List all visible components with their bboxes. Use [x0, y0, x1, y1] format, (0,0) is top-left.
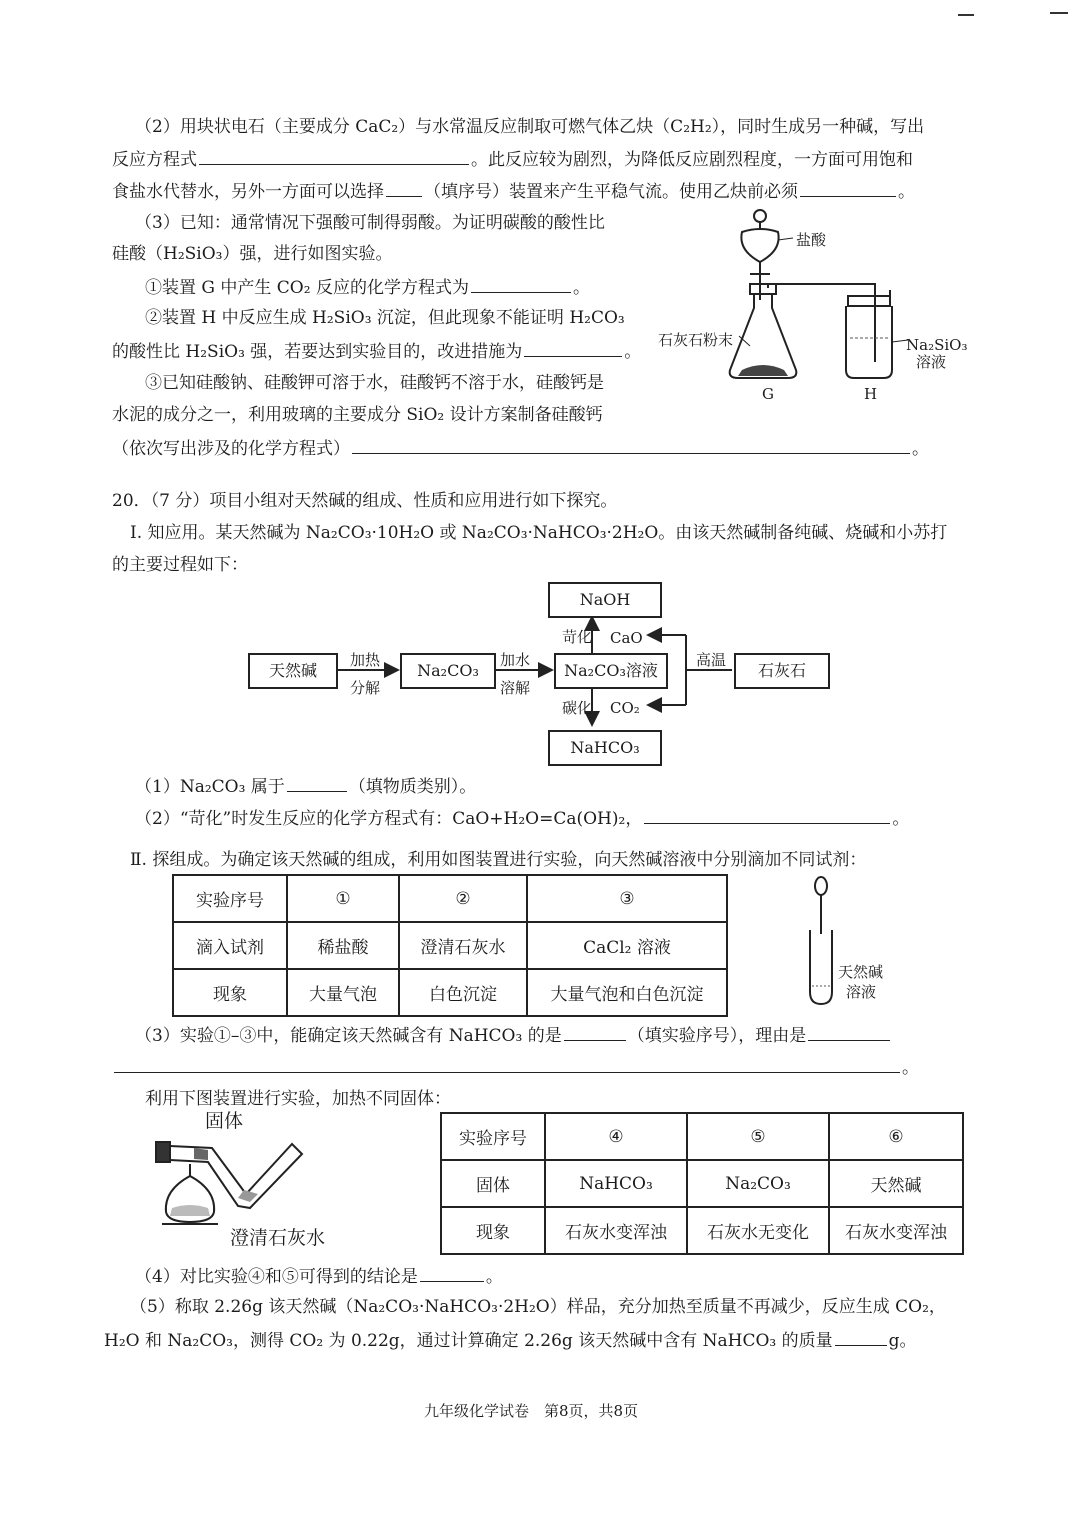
- q19-p2-line2-a: 反应方程式: [112, 150, 197, 170]
- answer-blank-precaution[interactable]: [800, 178, 896, 197]
- flow-box-na2co3-solution: Na₂CO₃溶液: [554, 653, 668, 689]
- table1-cell: 稀盐酸: [287, 922, 399, 969]
- q19-p2-line2: [112, 146, 913, 172]
- table1-cell: 澄清石灰水: [399, 922, 527, 969]
- heat-label-limewater: 澄清石灰水: [230, 1227, 326, 1249]
- q20-q1: [135, 773, 476, 799]
- table1-cell: ①: [287, 875, 399, 922]
- q20-q4-a: （4）对比实验④和⑤可得到的结论是: [135, 1267, 418, 1287]
- heat-label-solid: 固体: [205, 1110, 244, 1132]
- test-tube-dropper-diagram: [796, 872, 846, 1012]
- apparatus-label-powder: 石灰石粉末: [658, 331, 734, 349]
- table2-cell: ⑥: [829, 1113, 963, 1160]
- q20-q2-a: （2）“苛化”时发生反应的化学方程式有：CaO+H₂O=Ca(OH)₂，: [135, 809, 643, 829]
- table1-cell: 大量气泡和白色沉淀: [527, 969, 727, 1016]
- answer-blank-improvement[interactable]: [524, 338, 622, 357]
- page-footer: 九年级化学试卷 第8页，共8页: [424, 1402, 639, 1420]
- q20-q3-a: （3）实验①–③中，能确定该天然碱含有 NaHCO₃ 的是: [135, 1026, 562, 1046]
- flow-label-heat: 加热: [350, 651, 381, 669]
- table2-cell: 石灰水无变化: [687, 1207, 829, 1254]
- table2-cell: NaHCO₃: [545, 1160, 687, 1207]
- flow-box-limestone: 石灰石: [734, 653, 830, 689]
- q20-q2-b: 。: [892, 809, 910, 829]
- q19-p2-line3-b: （填序号）装置来产生平稳气流。使用乙炔前必须: [424, 182, 798, 202]
- corner-mark-2: [1050, 12, 1068, 14]
- apparatus-label-solution-2: 溶液: [916, 353, 947, 371]
- q19-p3-item3-d: 。: [912, 439, 929, 459]
- q19-p2-line2-b: 。此反应较为剧烈，为降低反应剧烈程度，一方面可用饱和: [471, 150, 913, 170]
- table2-cell: ④: [545, 1113, 687, 1160]
- answer-blank-reason-1[interactable]: [808, 1022, 890, 1041]
- table1-cell: 滴入试剂: [173, 922, 287, 969]
- table2-cell: 现象: [441, 1207, 545, 1254]
- table2-cell: ⑤: [687, 1113, 829, 1160]
- flow-label-causticize: 苛化: [562, 628, 593, 646]
- answer-blank-mass[interactable]: [835, 1327, 887, 1346]
- flow-label-co2: CO₂: [610, 699, 640, 717]
- flow-box-naoh: NaOH: [548, 582, 662, 618]
- table1-cell: 白色沉淀: [399, 969, 527, 1016]
- table1-cell: 实验序号: [173, 875, 287, 922]
- table1-cell: 现象: [173, 969, 287, 1016]
- table2-cell: 天然碱: [829, 1160, 963, 1207]
- table2-cell: 石灰水变浑浊: [829, 1207, 963, 1254]
- answer-blank-device[interactable]: [386, 178, 422, 197]
- apparatus-label-acid: 盐酸: [796, 231, 827, 249]
- answer-blank-causticize-equation[interactable]: [644, 805, 890, 824]
- q20-q3: [135, 1022, 892, 1048]
- q20-part1-line2: 的主要过程如下：: [112, 555, 248, 575]
- answer-blank-category[interactable]: [287, 773, 347, 792]
- heating-apparatus-diagram: [150, 1128, 310, 1238]
- flow-label-cao: CaO: [610, 629, 643, 647]
- table1-cell: ②: [399, 875, 527, 922]
- corner-mark-1: [958, 14, 974, 16]
- answer-blank-g-equation[interactable]: [471, 274, 571, 293]
- flow-label-add-water: 加水: [500, 651, 531, 669]
- q19-p3-item2-b: 的酸性比 H₂SiO₃ 强，若要达到实验目的，改进措施为: [112, 342, 523, 362]
- table2-cell: Na₂CO₃: [687, 1160, 829, 1207]
- q20-q3-c: 。: [902, 1058, 919, 1078]
- table1-cell: CaCl₂ 溶液: [527, 922, 727, 969]
- apparatus-label-g: G: [762, 385, 774, 403]
- q20-title: 20．（7 分）项目小组对天然碱的组成、性质和应用进行如下探究。: [112, 491, 618, 511]
- table2-cell: 石灰水变浑浊: [545, 1207, 687, 1254]
- q19-p3-item2-c: 。: [624, 342, 642, 362]
- q20-q4-b: 。: [485, 1267, 503, 1287]
- q19-p2-line3-c: 。: [898, 182, 915, 202]
- tube-label-1: 天然碱: [838, 963, 884, 981]
- q19-p3-item3-c: （依次写出涉及的化学方程式）: [112, 439, 350, 459]
- apparatus-label-solution-1: Na₂SiO₃: [906, 336, 968, 354]
- q20-part2-line: Ⅱ. 探组成。为确定该天然碱的组成，利用如图装置进行实验，向天然碱溶液中分别滴加不同试剂：: [130, 850, 867, 870]
- q19-p3-item3-b: 水泥的成分之一，利用玻璃的主要成分 SiO₂ 设计方案制备硅酸钙: [112, 405, 603, 425]
- flow-box-natural-alkali: 天然碱: [248, 653, 338, 689]
- flow-label-high-temp: 高温: [696, 651, 727, 669]
- flow-box-nahco3: NaHCO₃: [548, 730, 662, 766]
- answer-blank-equation[interactable]: [199, 146, 469, 165]
- q19-p2-line1: （2）用块状电石（主要成分 CaC₂）与水常温反应制取可燃气体乙炔（C₂H₂），同时生成另一种碱，写出: [135, 117, 925, 137]
- q20-q3-b: （填实验序号），理由是: [627, 1026, 807, 1046]
- q19-p3-item1: [145, 274, 590, 300]
- table2-cell: 实验序号: [441, 1113, 545, 1160]
- table-experiments-2: [440, 1112, 964, 1255]
- q19-p3-item2: [112, 338, 641, 364]
- q20-q5-line2-a: H₂O 和 Na₂CO₃，测得 CO₂ 为 0.22g，通过计算确定 2.26g 该天然碱中含有 NaHCO₃ 的质量: [104, 1331, 833, 1351]
- answer-blank-exp-number[interactable]: [564, 1022, 626, 1041]
- q19-p3-item1-b: 。: [572, 278, 590, 298]
- q20-q2: [135, 805, 909, 831]
- q19-p3-item3: [112, 435, 929, 461]
- answer-blank-calcium-silicate[interactable]: [352, 435, 910, 454]
- flow-box-na2co3: Na₂CO₃: [400, 653, 496, 689]
- q20-q5-line1: （5）称取 2.26g 该天然碱（Na₂CO₃·NaHCO₃·2H₂O）样品，充分加热至质量不再减少，反应生成 CO₂，: [130, 1297, 946, 1317]
- flow-label-decompose: 分解: [350, 679, 381, 697]
- q19-p3-item1-a: ①装置 G 中产生 CO₂ 反应的化学方程式为: [145, 278, 469, 298]
- table1-cell: ③: [527, 875, 727, 922]
- q20-q1-a: （1）Na₂CO₃ 属于: [135, 777, 285, 797]
- table-experiments-1: [172, 874, 728, 1017]
- q20-q5-line2-b: g。: [888, 1331, 917, 1351]
- q20-heat-intro: 利用下图装置进行实验，加热不同固体：: [145, 1089, 451, 1109]
- flow-label-carbonize: 碳化: [562, 699, 593, 717]
- answer-blank-reason-2[interactable]: [114, 1054, 900, 1073]
- answer-blank-conclusion[interactable]: [420, 1263, 484, 1282]
- q19-p3-item2-a: ②装置 H 中反应生成 H₂SiO₃ 沉淀，但此现象不能证明 H₂CO₃: [145, 308, 625, 328]
- q20-q3-line2: [112, 1054, 919, 1080]
- table2-cell: 固体: [441, 1160, 545, 1207]
- q20-q5-line2: [104, 1327, 917, 1353]
- q19-p2-line3-a: 食盐水代替水，另外一方面可以选择: [112, 182, 384, 202]
- flow-label-dissolve: 溶解: [500, 679, 531, 697]
- apparatus-label-h: H: [864, 385, 878, 403]
- q20-q4: [135, 1263, 503, 1289]
- q19-p3-item3-a: ③已知硅酸钠、硅酸钾可溶于水，硅酸钙不溶于水，硅酸钙是: [145, 373, 604, 393]
- q20-q1-b: （填物质类别）。: [348, 777, 477, 797]
- q19-p3-line1: （3）已知：通常情况下强酸可制得弱酸。为证明碳酸的酸性比: [135, 213, 605, 233]
- q20-part1-line1: Ⅰ. 知应用。某天然碱为 Na₂CO₃·10H₂O 或 Na₂CO₃·NaHCO₃·2H₂O。由该天然碱制备纯碱、烧碱和小苏打: [130, 523, 948, 543]
- q19-p3-line2: 硅酸（H₂SiO₃）强，进行如图实验。: [112, 244, 393, 264]
- tube-label-2: 溶液: [846, 983, 877, 1001]
- table1-cell: 大量气泡: [287, 969, 399, 1016]
